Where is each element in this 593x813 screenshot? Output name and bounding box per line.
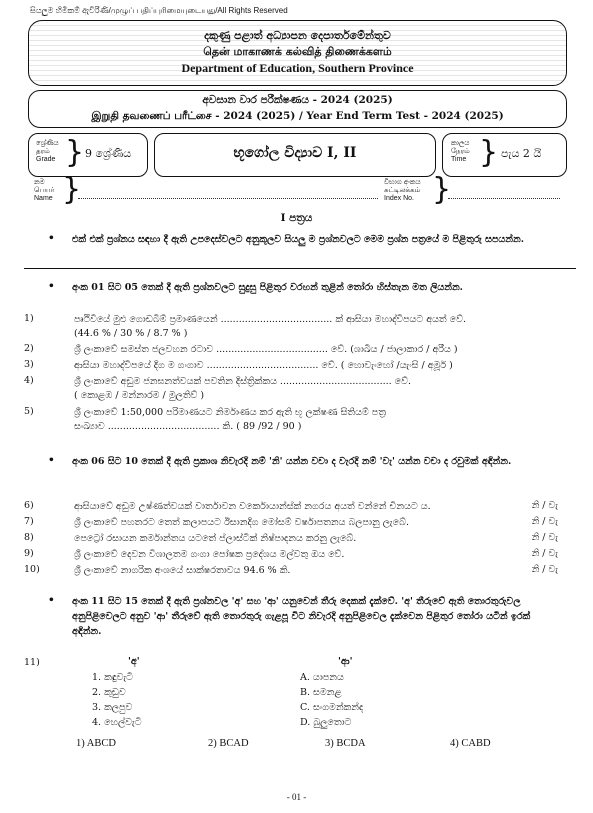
option-1[interactable]: 1) ABCD xyxy=(76,738,116,749)
name-field[interactable] xyxy=(78,198,378,199)
option-3[interactable]: 3) BCDA xyxy=(325,738,366,749)
true-false-choice[interactable]: නි / වැ xyxy=(531,548,558,559)
brace-icon: } xyxy=(65,135,85,170)
page-number: - 01 - xyxy=(286,792,307,802)
list-item: 4. හෙල්වැටි xyxy=(92,717,142,728)
grade-label-en: Grade xyxy=(36,156,56,163)
section1-instruction: අංක 01 සිට 05 තෙක් දී ඇති ප්‍රශ්නවලට සුදුසු පිළිතුර වරහන් තුළින් තෝරා හිස්තැන මත ලියන්න. xyxy=(72,282,463,293)
subject-box xyxy=(154,133,436,177)
time-value: පැය 2 යි xyxy=(501,147,542,160)
question-4 xyxy=(74,375,559,403)
time-label-si: කාලය xyxy=(451,140,470,147)
part-title: I පත්‍රය xyxy=(280,212,313,224)
question-options: (44.6 % / 30 % / 8.7 % ) xyxy=(74,328,188,339)
grade-value: 9 ශ්‍රේණිය xyxy=(85,147,132,160)
bullet-icon: • xyxy=(48,594,55,606)
name-label-ta: பெயர் xyxy=(34,187,55,194)
header-tamil: தென் மாகாணக் கல்வித் திணைக்களம் xyxy=(203,45,392,58)
question-number: 3) xyxy=(24,359,34,370)
question-text: ශ්‍රී ලංකාවේ අඩුම ජනඝනත්වයක් පවතින දිස්ත්‍රික්කය ..................................... වේ. xyxy=(74,376,411,387)
question-options: ( කොළඹ / මන්නාරම / මුලතිව් ) xyxy=(74,390,205,401)
index-label-ta: சுட்டிலக்கம் xyxy=(384,187,421,194)
column-b-header: 'ආ' xyxy=(338,656,353,667)
question-8: පෙට්‍රෝ රසායන කර්මාන්තය යටතේ ප්ලාස්ටික් නිෂ්පාදනය කරනු ලැබේ. xyxy=(74,533,357,544)
bullet-icon: • xyxy=(48,232,55,244)
question-number: 8) xyxy=(24,532,34,543)
index-label-si: විභාග අංකය xyxy=(384,179,421,186)
time-box xyxy=(442,133,567,177)
list-item: D. බුලුතොට xyxy=(300,717,352,728)
name-label-en: Name xyxy=(34,195,53,202)
main-instruction: එක් එක් ප්‍රශ්නය සඳහා දී ඇති උපදෙස්වලට අනුකූලව සියලු ම ප්‍රශ්නවලට මෙම ප්‍රශ්න පත්‍රයේ ම පිළිතුරු සපයන්න. xyxy=(72,234,524,245)
question-number: 2) xyxy=(24,343,34,354)
true-false-choice[interactable]: නි / වැ xyxy=(531,516,558,527)
column-a-header: 'අ' xyxy=(128,656,140,667)
name-labels xyxy=(34,179,54,203)
subject-title: භූගෝල විද්‍යාව I, II xyxy=(233,145,357,161)
section3-instruction: අංක 11 සිට 15 තෙක් දී ඇති ප්‍රශ්නවල 'අ' සහ 'ආ' යනුවෙන් තීරු දෙකක් දැක්වේ. 'අ' තීරුවේ ඇති තොරතුරුවල අනුපිළිවෙලට අනුව 'ආ' තීරුවේ ඇති තොරතුරු ගැළපූ විට නිවැරදි අනුපිළිවෙල දැක්වෙන පිළිතුර තෝරා යටින් ඉරක් අඳින්න. xyxy=(72,596,531,637)
question-number: 7) xyxy=(24,516,34,527)
exam-title-multilang: இறுதி தவணைப் பரீட்சை - 2024 (2025) / Year End Term Test - 2024 (2025) xyxy=(91,110,504,122)
option-4[interactable]: 4) CABD xyxy=(450,738,491,749)
question-number: 5) xyxy=(24,406,34,417)
question-number: 6) xyxy=(24,500,34,511)
grade-label-si: ශ්‍රේණිය xyxy=(36,140,59,147)
question-1 xyxy=(74,313,559,341)
bullet-icon: • xyxy=(48,280,55,292)
question-text: පෘථිවියේ මුළු ගොඩබිම් ප්‍රමාණයෙන් ..................................... ක් ආසියා මහාද්වීපයට අයත් වේ. xyxy=(74,314,466,325)
true-false-choice[interactable]: නි / වැ xyxy=(531,532,558,543)
true-false-choice[interactable]: නි / වැ xyxy=(531,500,558,511)
brace-icon: } xyxy=(62,172,82,207)
question-5 xyxy=(74,406,559,434)
question-options: සංඛ්‍යාව ..................................... කි. ( 89 /92 / 90 ) xyxy=(74,421,302,432)
question-number: 1) xyxy=(24,313,34,324)
brace-icon: } xyxy=(432,172,452,207)
question-10: ශ්‍රී ලංකාවේ නාගරික අංශයේ සාක්ෂරතාවය 94.6 % කි. xyxy=(74,565,291,576)
index-field[interactable] xyxy=(448,198,560,199)
section2-instruction: අංක 06 සිට 10 තෙක් දී ඇති ප්‍රකාශ නිවැරදි නම් 'නි' යන්න වචා ද වැරදි නම් 'වැ' යන්න වචා ද රවුමක් අඳින්න. xyxy=(72,456,512,467)
time-label-en: Time xyxy=(451,156,467,163)
question-9: ශ්‍රී ලංකාවේ දෙවන විශාලතම ගංගා පෝෂක ප්‍රදේශය මල්වතු ඔය වේ. xyxy=(74,549,345,560)
grade-labels xyxy=(36,140,59,164)
question-number: 10) xyxy=(24,564,40,575)
grade-label-ta: தரம் xyxy=(36,148,50,155)
time-label-ta: நேரம் xyxy=(451,148,470,155)
question-3: ආසියා මහාද්වීපයේ දිග ම ගංගාව ..................................... වේ. ( හොවැංහෝ /යැංසි / අමූර් ) xyxy=(74,360,453,371)
divider xyxy=(24,268,576,269)
name-label-si: නම xyxy=(34,179,45,186)
question-6: ආසියාවේ අඩුම උෂ්ණත්වයක් වාර්තාවන වර්කොයාන්ස්ක් නගරය අයත් වන්නේ චීනයට ය. xyxy=(74,501,431,512)
question-text: ශ්‍රී ලංකාවේ 1:50,000 පරිමාණයට නිර්මාණය කර ඇති භූ ලක්ෂණ සිතියම් පත්‍ර xyxy=(74,407,386,418)
question-number: 9) xyxy=(24,548,34,559)
header-sinhala: දකුණු පළාත් අධ්‍යාපන දෙපාර්තමේන්තුව xyxy=(204,29,391,42)
question-number: 4) xyxy=(24,375,34,386)
list-item: B. සමනළ xyxy=(300,687,342,698)
question-2: ශ්‍රී ලංකාවේ සමස්ත ජලවහන රටාව ..................................... වේ. (ශාඛීය / ජාලාකාර / අරීය ) xyxy=(74,344,458,355)
grade-box xyxy=(28,133,148,177)
copyright-notice: සියලුම හිමිකම් ඇවිරිණි/முழுப் பதிப்புரிமையுடையது/All Rights Reserved xyxy=(30,6,288,15)
question-7: ශ්‍රී ලංකාවේ පහතරට තෙත් කලාපයට ඊසානදිග මෝසම් වර්ෂාපතනය බලපානු ලැබේ. xyxy=(74,517,409,528)
list-item: 2. කුඩුව xyxy=(92,687,126,698)
true-false-choice[interactable]: නි / වැ xyxy=(531,564,558,575)
list-item: C. සංගමන්කන්ද xyxy=(300,702,364,713)
header-english: Department of Education, Southern Province xyxy=(181,61,414,75)
column-b-list xyxy=(300,670,363,730)
index-labels xyxy=(384,179,421,203)
list-item: A. යාපනය xyxy=(300,672,344,683)
list-item: 1. කඳුවැටි xyxy=(92,672,133,683)
exam-title-sinhala: අවසාන වාර පරීක්ෂණය - 2024 (2025) xyxy=(202,94,393,106)
exam-title-box xyxy=(28,90,567,128)
option-2[interactable]: 2) BCAD xyxy=(208,738,249,749)
time-labels xyxy=(451,140,470,164)
department-header xyxy=(28,20,567,86)
index-label-en: Index No. xyxy=(384,195,414,202)
brace-icon: } xyxy=(479,135,499,170)
column-a-list xyxy=(92,670,142,730)
list-item: 3. කලපුව xyxy=(92,702,133,713)
bullet-icon: • xyxy=(48,454,55,466)
question-number: 11) xyxy=(24,657,40,668)
